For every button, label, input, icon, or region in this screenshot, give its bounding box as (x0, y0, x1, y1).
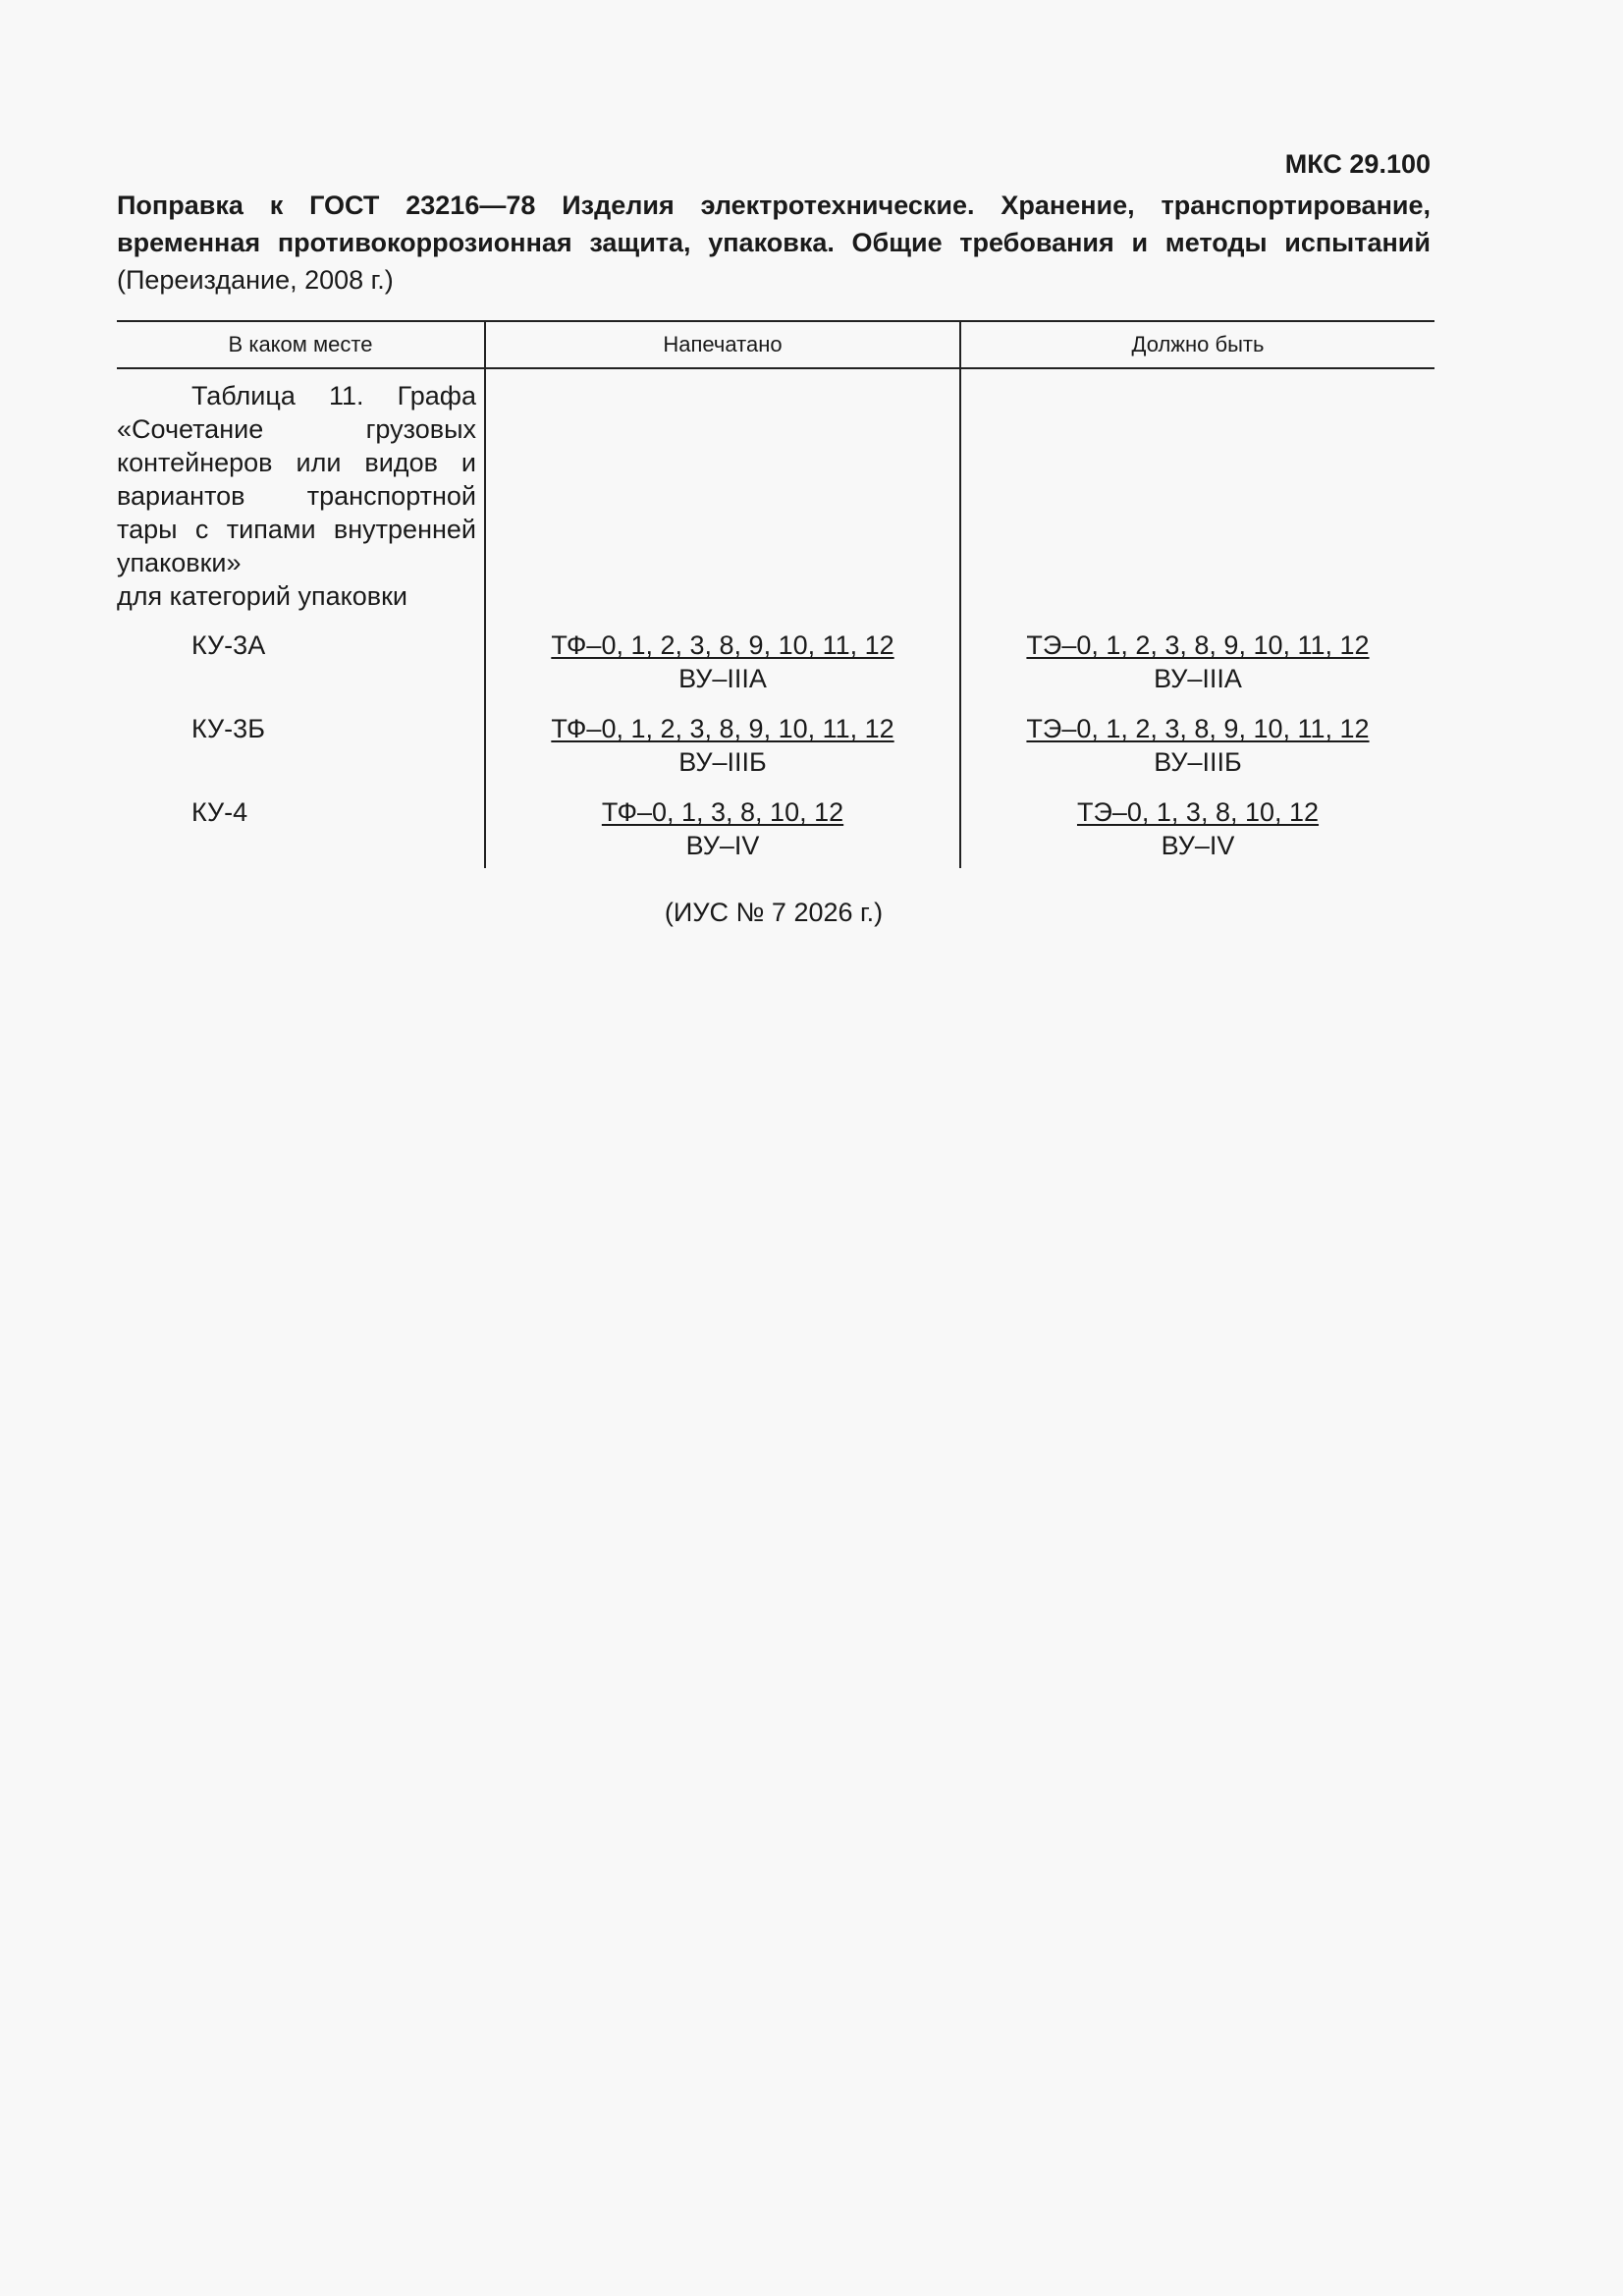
printed-value (486, 629, 959, 695)
correct-denominator: ВУ–IV (1161, 831, 1235, 860)
reissue-note: (Переиздание, 2008 г.) (117, 265, 394, 295)
printed-value (486, 795, 959, 862)
category-label: КУ-3А (191, 630, 266, 660)
title-line-1: Поправка к ГОСТ 23216—78 Изделия электротехнические. Хранение, транспортирование, (117, 191, 1431, 220)
correct-numerator: ТЭ–0, 1, 2, 3, 8, 9, 10, 11, 12 (1026, 714, 1370, 743)
correct-denominator: ВУ–IIIА (1154, 664, 1242, 693)
ius-reference: (ИУС № 7 2026 г.) (664, 898, 884, 927)
intro-tail-text: для категорий упаковки (117, 581, 407, 611)
title-line-2: временная противокоррозионная защита, упаковка. Общие требования и методы испытаний (117, 228, 1431, 257)
printed-denominator: ВУ–IV (685, 831, 760, 860)
table-row-intro (117, 368, 1434, 613)
table-header-row (117, 321, 1434, 368)
printed-denominator: ВУ–IIIБ (678, 747, 767, 777)
correct-value (961, 795, 1434, 862)
category-label: КУ-3Б (191, 714, 265, 743)
mks-code: МКС 29.100 (1284, 149, 1431, 179)
correction-table (117, 320, 1434, 868)
intro-text (117, 369, 484, 613)
correct-value (961, 629, 1434, 695)
correct-denominator: ВУ–IIIБ (1154, 747, 1242, 777)
printed-numerator: ТФ–0, 1, 3, 8, 10, 12 (601, 797, 844, 827)
printed-numerator: ТФ–0, 1, 2, 3, 8, 9, 10, 11, 12 (551, 630, 894, 660)
printed-denominator: ВУ–IIIА (678, 664, 767, 693)
table-row (117, 613, 1434, 695)
correct-numerator: ТЭ–0, 1, 3, 8, 10, 12 (1076, 797, 1320, 827)
table-row (117, 695, 1434, 779)
intro-printed-cell (485, 368, 960, 613)
header-location: В каком месте (117, 321, 485, 368)
printed-numerator: ТФ–0, 1, 2, 3, 8, 9, 10, 11, 12 (551, 714, 894, 743)
intro-cell (117, 368, 485, 613)
header-should-be: Должно быть (960, 321, 1434, 368)
document-page (117, 145, 1431, 929)
table-row (117, 779, 1434, 868)
document-title (117, 187, 1431, 261)
correct-value (961, 712, 1434, 779)
printed-value (486, 712, 959, 779)
intro-main-text: Таблица 11. Графа «Сочетание грузовых контейнеров или видов и вариантов транспортной тары с типами внутренней упаковки» (117, 381, 476, 577)
header-printed: Напечатано (485, 321, 960, 368)
intro-correct-cell (960, 368, 1434, 613)
correct-numerator: ТЭ–0, 1, 2, 3, 8, 9, 10, 11, 12 (1026, 630, 1370, 660)
category-label: КУ-4 (191, 797, 248, 827)
